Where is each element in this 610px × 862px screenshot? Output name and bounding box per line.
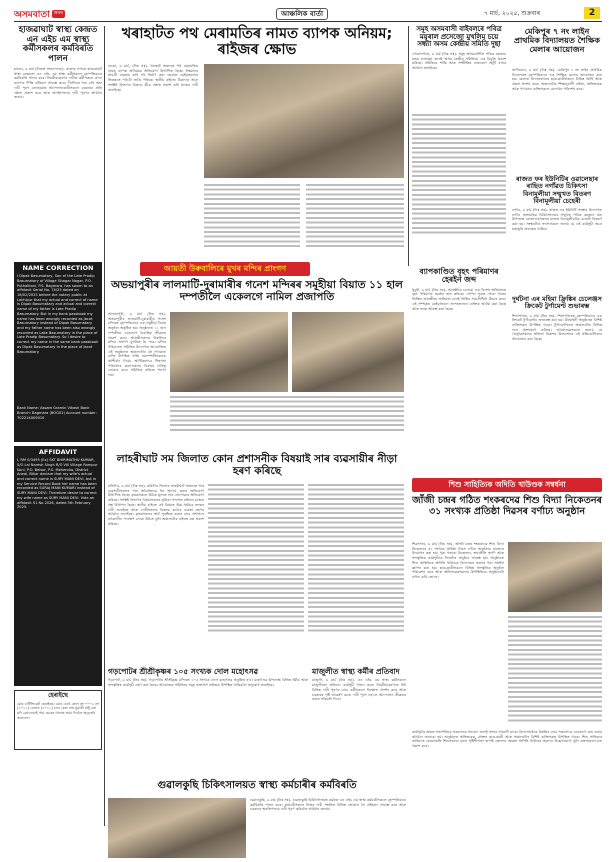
story-lahorighat-text-cont2 <box>308 484 404 634</box>
story-samuh-text-cont <box>412 114 506 234</box>
story-gaurisagar <box>108 780 406 860</box>
ad-lost-body: মোৰ চাৰ্টিফিকেট হেৰাইছে। মোৰ বোৰ্ড ৰোল নং ০০০২ নং (১০১১) ৰোলৰ (২০১১) চনৰ মোৰ নাম কুমাৰী মঞ্জু বৰা যদি কোনোবাই পায় ওচৰৰ থানাত জমা দিবলৈ অনুৰোধ জনালো। <box>17 701 99 720</box>
masthead-date: ৭ মাৰ্চ, ২০২৫, শুক্ৰবাৰ <box>484 10 540 17</box>
story-gauripur-headline: গড়পোটৰ শ্ৰীশ্ৰীকৃষ্ণৰ ১০৫ সংখ্যক দোল মহোৎসৱ <box>108 667 259 676</box>
column-rule <box>408 26 409 266</box>
story-kharahat-photo <box>204 64 404 178</box>
story-kharahat <box>108 26 406 251</box>
ad-affidavit-title: AFFIDAVIT <box>38 448 78 456</box>
story-brihat <box>412 268 506 468</box>
story-lahorighat-body: মৰিগাঁও, ৬ মাৰ্চ (নিঃ সঃ)- মৰিগাঁও জিলাৰ লাহৰীঘাট অঞ্চলত সাৰ ব্যৱসায়ীসকলৰ পৰা অবৈধভাৱে ধন আদায় কৰাৰ অভিযোগ উত্থাপিত হৈছে। কৃষকসকলে উচিত মূল্যত সাৰ নোপোৱাৰ অভিযোগ কৰিছে। সংশ্লিষ্ট বিভাগৰ বিষয়াসকলৰ ভূমিকা সন্দৰ্ভত ৰাইজৰ মাজত প্ৰশ্ন উত্থাপন হৈছে। স্থানীয় ৰাইজে এই বিষয়ত উচ্চ পৰ্যায়ৰ তদন্তৰ দাবী জনাইছে আৰু দোষীসকলৰ বিৰুদ্ধে কঠোৰ ব্যৱস্থা গ্ৰহণৰ আহ্বান জনাইছে। কৃষকসকলৰ স্বাৰ্থ সুৰক্ষিত কৰাৰ বাবে প্ৰশাসনে তৎকালীন পদক্ষেপ লোৱা উচিত বুলি অঞ্চলটোৰ ৰাইজে মত প্ৰকাশ কৰিছে। <box>108 484 204 526</box>
story-rajat-body: নগাঁও, ৬ মাৰ্চ (নিঃ সঃ)- ৰাজত ফৰ ইউনিটি সংস্থাৰ উদ্যোগত নগাঁও অসামৰিক চিকিৎসালয়ৰ সন্মুখত পবিত্ৰ ৰমজান মাহ উপলক্ষে ৰোজাদাৰসকলৰ মাজত বিনামূলীয়াকৈ চেহেৰী বিতৰণ কৰা হয়। সংস্থাটোৰ সদস্যসকলে জনায় যে এই কাৰ্যসূচী সমগ্ৰ মাহজুৰি অব্যাহত থাকিব। <box>512 208 602 231</box>
ad-affidavit <box>14 446 102 686</box>
story-ganesh-headline: অভয়াপুৰীৰ লালমাটি-দুৰামাৰীৰ গনেশ মন্দিৰৰ সমূহীয়া বিয়াত ১১ হাল দম্পতীলৈ একেলগে নামিল প্ৰজাপতি <box>111 279 403 303</box>
story-samuh-headline: সমূহ অসমবাসী বাইবলৰে পবিত্ৰ ময়ূৰাল প্ৰসেজো মুখলিম চয়ে সন্ধ্যা অসম কেন্দ্ৰীয় সমিতি দুছা <box>416 25 502 49</box>
story-majuli-body: মাজুলী, ৬ মাৰ্চ (নিঃ সঃ)- এন এইচ এম স্বাস্থ্য কৰ্মীসকলে মাজুলীতো প্ৰতিবাদ কাৰ্যসূচী পালন কৰে। নিয়মীয়াকৰণকে ধৰি বিভিন্ন দাবী পূৰণৰ বাবে কৰ্মীসকলে বিক্ষোভ প্ৰদৰ্শন কৰে আৰু চৰকাৰৰ দৃষ্টি আকৰ্ষণ কৰে। দাবী পূৰণ নহ'লে আন্দোলন তীব্ৰতৰ কৰাৰ সকিয়নি দিয়ে। <box>312 678 406 702</box>
story-gauripur <box>108 668 308 778</box>
story-kharahat-body: বাকো, ৬ মাৰ্চ, (নিঃ সঃ)- খৰাহাট অঞ্চলত পথ মেৰামতিৰ নামত ব্যাপক অনিয়মৰ অভিযোগ উত্থাপিত হৈছে। নিম্নমানৰ সামগ্ৰী ব্যৱহাৰ কৰি পথ নিৰ্মাণ কৰা হোৱাত কেইমাহমানৰ ভিতৰতে পথটো ভাঙি পৰিছে। স্থানীয় ৰাইজে ঠিকাদাৰ আৰু সংশ্লিষ্ট বিভাগৰ বিৰুদ্ধে তীব্ৰ ক্ষোভ প্ৰকাশ কৰি তদন্তৰ দাবী জনাইছে। <box>108 64 198 92</box>
story-kharahat-text-cont2 <box>306 184 404 250</box>
story-gaurisagar-headline: গুৱালকুছি চিকিৎসালয়ত স্বাস্থ্য কৰ্মচাৰীৰ কৰ্মবিৰতি <box>157 780 357 791</box>
story-rajat-headline: ৰাজত ফৰ ইউনিটিৰ ওৱালেছাৰ ৰাছিত নগাঁৱত চিকিৎসা বিনামূলীয়া সন্মুখত বিতৰণ বিনামূলীয়া চেহেৰী <box>515 175 599 205</box>
story-brihat-body: ধুবুৰী, ৬ মাৰ্চ (নিঃ সঃ)- আৰক্ষীয়ে চলোৱা এক বিশেষ অভিযানত বৃহৎ পৰিমাণৰ হেৰইন জব্দ কৰিছে। গোপন সূত্ৰত পোৱা খবৰৰ ভিত্তিত আৰক্ষীয়ে অভিযান চলাই নিষিদ্ধ সামগ্ৰীখিনি উদ্ধাৰ কৰে। এই সম্পৰ্কত কেইবাজনো সন্দেহভাজন ব্যক্তিক আটক কৰা হৈছে আৰু তদন্ত আৰম্ভ কৰা হৈছে। <box>412 287 506 311</box>
story-kharahat-headline: খৰাহাটত পথ মেৰামতিৰ নামত ব্যাপক অনিয়ম; ৰাইজৰ ক্ষোভ <box>121 26 393 59</box>
story-jaji-headline: জাঁজী চন্দ্ৰৰ গঠিত শংকৰদেৱ শিশু বিদ্যা নিকেতনৰ ৩১ সংখ্যক প্ৰতিষ্ঠা দিৱসৰ বৰ্ণাঢ্য অনুষ্ঠান <box>412 495 602 517</box>
story-mekhipur-body: জগীৰোড, ৬ মাৰ্চ (নিঃ সঃ)- মেকিপুৰ ৭ নং লাইন প্ৰাথমিক বিদ্যালয়ত বৃহস্পতিবাৰে এক শৈক্ষিক মেলাৰ আয়োজন কৰা হয়। মেলাত বিদ্যালয়খনৰ ছাত্ৰ-ছাত্ৰীসকলে বিভিন্ন আৰ্হি আৰু প্ৰকল্প প্ৰদৰ্শন কৰে। অঞ্চলটোৰ শিক্ষানুৰাগী ৰাইজ, অভিভাৱক আৰু গণ্যমান্য ব্যক্তিসকলে মেলাখন পৰিদৰ্শন কৰে। <box>512 68 602 91</box>
ad-lost-title: হেৰাইছে <box>48 692 68 699</box>
masthead <box>14 8 602 22</box>
story-hajo-headline: হাজৱাঘাট স্বাস্থ্য কেন্দ্ৰত এন এইচ এম স্বাস্থ্য কৰ্মীসকলৰ কৰ্মবিৰতি পালন <box>18 25 98 64</box>
story-lahorighat-headline: লাহৰীঘাট সম জিলাত কোন প্ৰশাসনীক বিষয়াই সাৰ ব্যৱসায়ীৰ নীড়া হৰণ কৰিছে <box>116 453 398 477</box>
story-kharahat-text-cont <box>204 184 300 250</box>
story-jaji-photo <box>508 542 602 612</box>
ad-affidavit-body: I, RM 0/3495 (Ex) SKT BHIRIMATHU KUMAR, S/O Lal Naresh Singh R/O Vill Village Rampur Koni, P.O. Belsor, P.S. Mehendia, District Arwal, Bihar declare that my wife's actual and correct name is SURY MANI DEVI, but in my Service Record Book her name has been recorded as SURAJ MANI KUMARI instead of SURY MANI DEVI. Therefore desire to correct my wife name as SURY MANI DEVI. Vide an affidavit S1 No 2026, dated 5th February 2025. <box>17 458 98 510</box>
column-rule <box>104 26 105 826</box>
story-gauripur-body: গড়পোট, ৬ মাৰ্চ (নিঃ সঃ)- গড়পোটৰ শ্ৰীশ্ৰীকৃষ্ণ মন্দিৰত ১০৫ সংখ্যক দোল মহোৎসৱ অনুষ্ঠিত হ'ব। মহোৎসৱ উপলক্ষে বিভিন্ন ধৰ্মীয় আৰু সাংস্কৃতিক কাৰ্যসূচী গ্ৰহণ কৰা হৈছে। আয়োজক সমিতিয়ে সমূহ ভক্তপ্ৰাণ ৰাইজক উপস্থিত থাকিবলৈ অনুৰোধ জনাইছে। <box>108 678 308 688</box>
story-samuh <box>412 26 506 256</box>
story-majuli <box>312 668 406 778</box>
story-ganesh-body: আভয়াপুৰী, ৬ মাৰ্চ (নিঃ সঃ)- অভয়াপুৰীৰ লালমাটি-দুৰামাৰীৰ গনেশ মন্দিৰত বৃহস্পতিবাৰে এক সমূহীয়া বিবাহ অনুষ্ঠান অনুষ্ঠিত হয়। অনুষ্ঠানত ১১ হাল দম্পতীয়ে একেলগে বৈবাহিক জীৱনত প্ৰৱেশ কৰে। আয়তীসকলৰ উৰুলিৰে মন্দিৰ প্ৰাংগণ মুখৰিত হৈ পৰে। মন্দিৰ পৰিচালনা সমিতিৰ উদ্যোগত আয়োজিত এই অনুষ্ঠানত অঞ্চলটোৰ বহু গণ্যমান্য ব্যক্তি উপস্থিত থাকি নৱদম্পতীসকলক আশীৰ্বাদ দিয়ে। আৰ্থিকভাৱে পিছপৰা পৰিয়ালৰ কন্যাসকলৰ বিবাহৰ দায়িত্ব লোৱাৰ বাবে সমিতিক ৰাইজে শলাগ লয়। <box>108 312 166 378</box>
story-gaurisagar-photo <box>108 798 246 858</box>
story-jaji <box>412 496 602 726</box>
banner-ganesh: আয়তী উৰুবালিৰে মুখৰ মন্দিৰ প্ৰাংগণ <box>140 262 310 276</box>
masthead-logo-badge: ভ্ৰমৰ <box>53 10 63 16</box>
story-jaji-text-cont <box>508 616 602 722</box>
ad-name-correction-body: I Dipak Basumatary, Son of the Late Pradip Basumatary of Village Ghagar Nagar, P.O. Puthalitoni, P.S. Bagmara, has sworn to an affidavit Serial No. 74/25 dated on 18/02/2025 before the notary public at Lakhipur that my actual and correct of name is Dipak Basumatary and actual and correct name of my father is Late Pradip Basumatary. But in my bank passbook my name has been wrongly recorded as Jacot Basumatary instead of Dipak Basumatary and my father name has been also wrongly recorded as Lake Basumatary in the place of Late Pradip Basumatary. So I desire to correct my name in the same bank passbook as Dipak Basumatary in the place of Jacot Basumatary. <box>17 274 99 354</box>
story-brihat-headline: ব্যাপকাণ্ডিত বৃহৎ পৰিমাণৰ হেৰইন জব্দ <box>419 267 499 285</box>
story-ganesh <box>108 280 406 450</box>
story-ganesh-photo-1 <box>170 312 288 392</box>
masthead-logo <box>14 8 65 20</box>
story-dhubri <box>512 296 602 476</box>
story-lahorighat <box>108 454 406 664</box>
ad-name-correction-footer: Bank Name: Assam Gramin Vikash Bank Branch: Bagmara (BOG02) Account number: 702214009010 <box>17 406 97 420</box>
story-dhubri-body: শিলাপথাৰ, ৬ মাৰ্চ (নিঃ সঃ)- শিলাপথাৰত বৃহস্পতিবাৰে এক ক্ৰিকেট টুৰ্ণামেণ্টৰ শুভাৰম্ভ কৰা হয়। উদ্বোধনী অনুষ্ঠানত বিশিষ্ট ব্যক্তিসকল উপস্থিত থাকে। টুৰ্ণামেণ্টখনত অঞ্চলটোৰ বিভিন্ন দলে অংশগ্ৰহণ কৰিছে। আয়োজকসকলে জনায় যে খেলুৱৈসকলৰ প্ৰতিভা বিকাশৰ উদ্দেশ্যেৰে এই প্ৰতিযোগিতাৰ আয়োজন কৰা হৈছে। <box>512 313 602 342</box>
story-majuli-headline: মাজুলীত স্বাস্থ্য কৰ্মীৰ প্ৰতিবাদ <box>312 667 400 676</box>
story-mekhipur-headline: মেকিপুৰ ৭ নং লাইন প্ৰাথমিক বিদ্যালয়ত শৈক্ষিক মেলাৰ আয়োজন <box>514 27 600 54</box>
masthead-logo-text: অসমবাতা <box>14 9 50 20</box>
ad-name-correction-title: NAME CORRECTION <box>22 264 94 272</box>
story-ganesh-photo-2 <box>292 312 404 392</box>
story-lower-right-body: কাৰ্যসূচীৰ অন্তত সভাপতিয়ে সকলোকে ধন্যবাদ জনাই সভাৰ সামৰণি মাৰে। বিদ্যালয়খনৰ উন্নতিৰ বাবে সকলোৱে একেলগে কাম কৰাৰ আহ্বান জনোৱা হয়। অনুষ্ঠানত অভিভাৱক, প্ৰাক্তন ছাত্ৰ-ছাত্ৰী আৰু অঞ্চলটোৰ বিশিষ্ট ব্যক্তিসকল উপস্থিত থাকে। শিশু সাহিত্যৰ জৰিয়তে কোমলমতি শিশুসকলৰ মনত সৃষ্টিশীলতা জগাই তোলাৰ ক্ষেত্ৰত অদিতি খাউণ্ডৰ অৱদান উল্লেখযোগ্য বুলি বক্তাসকলে মত প্ৰকাশ কৰে। <box>412 730 602 749</box>
story-samuh-body: গোৱালপাৰা, ৬ মাৰ্চ (নিঃ সঃ)- সমূহ অসমবাসীলৈ পবিত্ৰ ৰমজান মাহৰ শুভেচ্ছা জনাই অসম কেন্দ্ৰীয় সমিতিয়ে এক বিবৃতি প্ৰকাশ কৰিছে। সমিতিয়ে শান্তি আৰু সম্প্ৰীতিৰ বাতাবৰণ অটুট ৰখাৰ আহ্বান জনাইছে। <box>412 51 506 70</box>
story-dhubri-headline: দুৰ্ঘটনা এৰ মহিমা ফ্ৰিঙ্কিৰ চেলেঞ্জস ক্ৰিকেট টুৰ্ণামেণ্ট শুভাৰম্ভ <box>512 295 602 311</box>
story-gaurisagar-body: গুৱালকুছি, ৬ মাৰ্চ (নিঃ সঃ)- গুৱালকুছি চিকিৎসালয়ত কৰ্মৰত এন এইচ এম স্বাস্থ্য কৰ্মচাৰীসকলে বৃহস্পতিবাৰে কৰ্মবিৰতি পালন কৰে। কৰ্মচাৰীসকলে নিজৰ দাবী সম্বলিত বিভিন্ন প্লে'কাৰ্ড লৈ প্ৰতিবাদ সাব্যস্ত কৰে আৰু চৰকাৰে অনতিপলমে দাবী পূৰণ কৰিবলৈ আহ্বান জনায়। <box>250 798 406 812</box>
page-number: 2 <box>584 7 600 19</box>
ad-name-correction <box>14 262 102 442</box>
story-hajo <box>14 26 102 256</box>
story-hajo-body: হাজো, ৬ মাৰ্চ (নিজস্ব সংবাদদাতা)- ৰাজ্যৰ লগতে হাজৱাঘাট স্বাস্থ্য কেন্দ্ৰতো এন এইচ এম স্বাস্থ্য কৰ্মীসকলে বৃহস্পতিবাৰে কৰ্মবিৰতি পালন কৰে। নিয়মীয়াকৰণৰ দাবীত কৰ্মীসকলে ক'লা কাপোৰ পিন্ধি প্ৰতিবাদ সাব্যস্ত কৰে। দীৰ্ঘদিনৰ পৰা চলি অহা দাবী পূৰণ নোহোৱাত আন্দোলনকাৰীসকলে চৰকাৰৰ প্ৰতি ক্ষোভ প্ৰকাশ কৰে আৰু অনতিপলমে দাবী পূৰণৰ আহ্বান জনায়। <box>14 67 102 100</box>
story-jaji-body: শিৱসাগৰ, ৬ মাৰ্চ (নিঃ সঃ)- জাঁজী চন্দ্ৰৰ শংকৰদেৱ শিশু বিদ্যা নিকেতনৰ ৩১ সংখ্যক প্ৰতিষ্ঠা দিৱস বৰ্ণাঢ্য অনুষ্ঠানৰ মাজেৰে উদযাপন কৰা হয়। পুৱা পতাকা উত্তোলন, শ্ৰদ্ধাঞ্জলি অৰ্পণ আৰু সাংস্কৃতিক কাৰ্যসূচীৰে দিনটোৰ অনুষ্ঠান আৰম্ভ হয়। অনুষ্ঠানত শিশু সাহিত্যিক অদিতি খাউণ্ডক বিদ্যালয়ৰ তৰফৰ পৰা সম্বৰ্ধনা জ্ঞাপন কৰা হয়। ছাত্ৰ-ছাত্ৰীসকলে বিভিন্ন সাংস্কৃতিক অনুষ্ঠান পৰিৱেশন কৰে আৰু অভিভাৱকসকলৰ উপস্থিতিয়ে অনুষ্ঠানটো বৰ্ণাঢ্য কৰি তোলে। <box>412 542 504 579</box>
story-ganesh-text-cont <box>170 396 404 432</box>
masthead-section: আঞ্চলিক বাৰ্তা <box>276 8 328 20</box>
story-rajat <box>512 176 602 298</box>
ad-lost <box>14 690 102 750</box>
story-lahorighat-text-cont <box>208 484 304 634</box>
banner-shishu: শিশু সাহিত্যিক অদিতি খাউণ্ডক সম্বৰ্ধনা <box>412 478 602 492</box>
